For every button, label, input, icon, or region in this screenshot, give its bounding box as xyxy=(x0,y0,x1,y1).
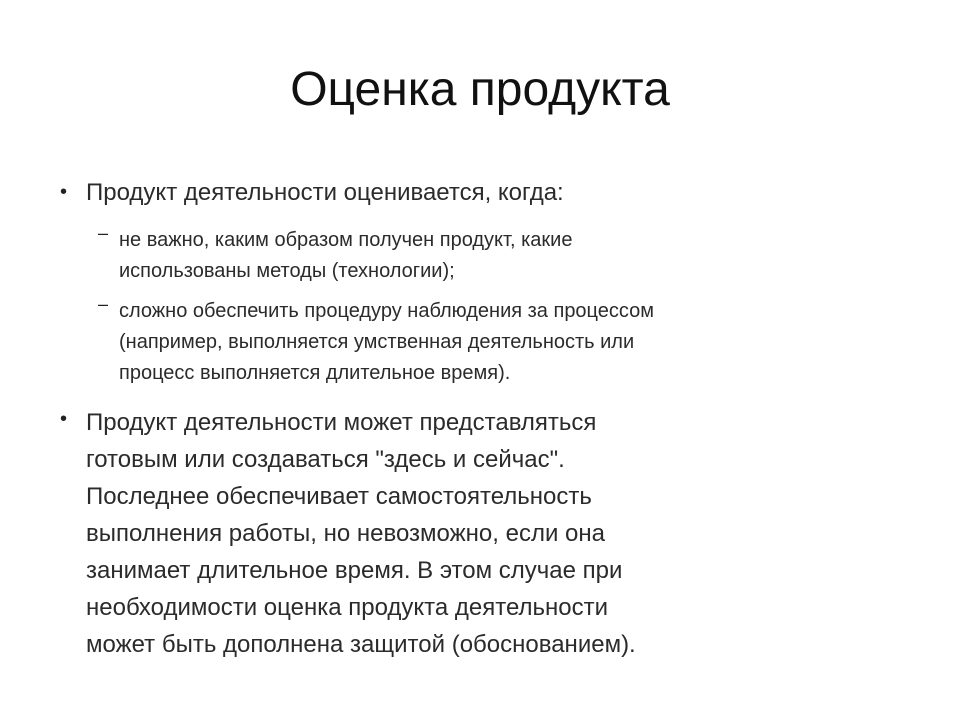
bullet-item-2-line-2: готовым или создаваться "здесь и сейчас". xyxy=(86,446,565,473)
dash-marker: – xyxy=(98,294,109,314)
sub-item-2-line-2: (например, выполняется умственная деятельность или xyxy=(119,331,635,353)
bullet-item-1: Продукт деятельности оценивается, когда: xyxy=(86,179,564,206)
sub-item-2 xyxy=(119,296,879,389)
bullet-item-2-line-6: необходимости оценка продукта деятельности xyxy=(86,594,609,621)
bullet-marker: • xyxy=(60,408,68,430)
sub-item-1 xyxy=(119,225,879,287)
bullet-item-2 xyxy=(86,404,866,663)
bullet-marker: • xyxy=(60,181,68,203)
sub-item-2-line-1: сложно обеспечить процедуру наблюдения за процессом xyxy=(119,300,655,322)
sub-item-2-line-3: процесс выполняется длительное время). xyxy=(119,362,511,384)
bullet-item-2-line-5: занимает длительное время. В этом случае при xyxy=(86,557,623,584)
bullet-item-2-line-3: Последнее обеспечивает самостоятельность xyxy=(86,483,592,510)
sub-item-1-line-2: использованы методы (технологии); xyxy=(119,260,455,282)
sub-item-1-line-1: не важно, каким образом получен продукт, какие xyxy=(119,229,573,251)
bullet-item-2-line-4: выполнения работы, но невозможно, если она xyxy=(86,520,605,547)
slide-title: Оценка продукта xyxy=(290,63,670,116)
bullet-item-2-line-7: может быть дополнена защитой (обоснованием). xyxy=(86,631,636,658)
bullet-item-2-line-1: Продукт деятельности может представляться xyxy=(86,409,597,436)
dash-marker: – xyxy=(98,223,109,243)
